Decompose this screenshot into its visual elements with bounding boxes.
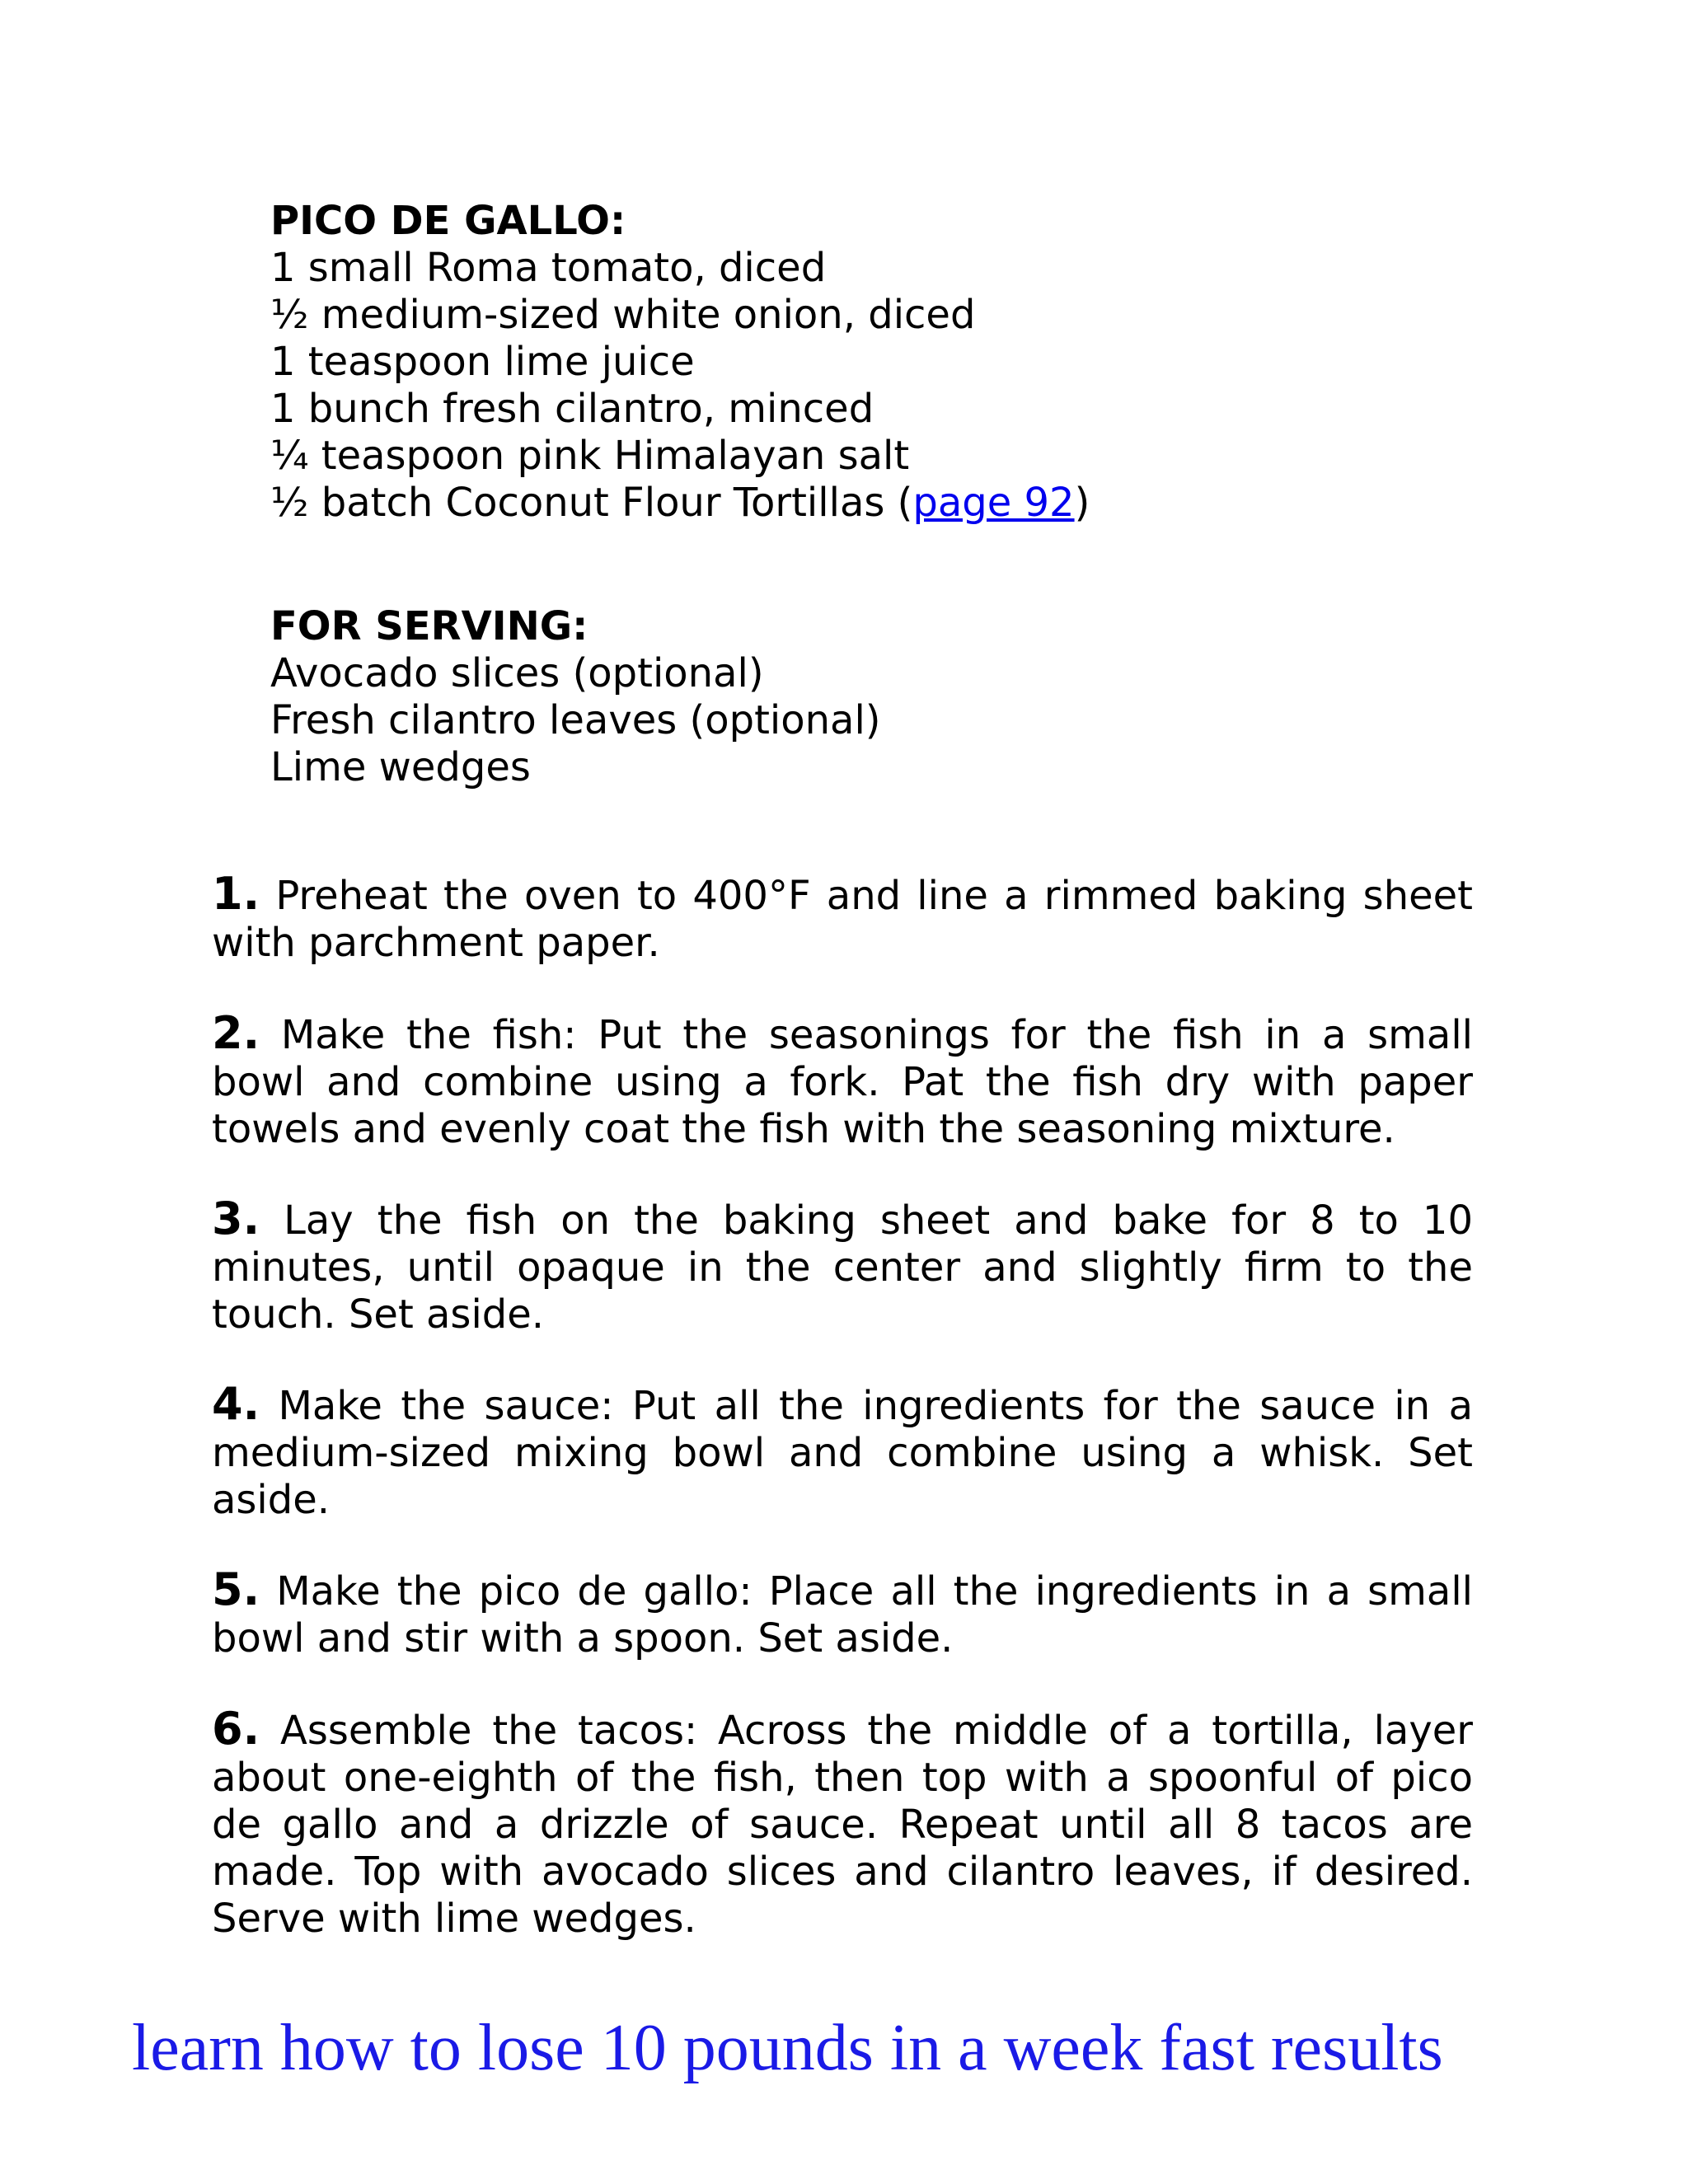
promo-footer-link[interactable]: learn how to lose 10 pounds in a week fast results	[132, 2012, 1443, 2084]
step-6	[212, 1705, 1473, 1943]
step-text: Assemble the tacos: Across the middle of a tortilla, layer about one-eighth of the fish, then top with a spoonful of pico de gallo and a drizzle of sauce. Repeat until all 8 tacos are made. Top with avocado slices and cilantro leaves, if desired. Serve with lime wedges.	[212, 1708, 1473, 1942]
step-text: Lay the fish on the baking sheet and bake for 8 to 10 minutes, until opaque in the center and slightly firm to the touch. Set aside.	[212, 1197, 1473, 1338]
step-number: 5.	[212, 1563, 260, 1615]
tortilla-line-suffix: )	[1074, 480, 1090, 526]
step-1	[212, 870, 1473, 967]
ingredient-line-tortillas	[270, 480, 1424, 527]
ingredient-line: 1 bunch fresh cilantro, minced	[270, 386, 874, 432]
pico-de-gallo-section	[270, 198, 1424, 527]
step-number: 6.	[212, 1703, 260, 1755]
ingredient-line: 1 small Roma tomato, diced	[270, 245, 827, 291]
ingredient-line: 1 teaspoon lime juice	[270, 339, 695, 385]
step-number: 3.	[212, 1193, 260, 1244]
serving-item: Fresh cilantro leaves (optional)	[270, 697, 881, 743]
step-number: 1.	[212, 868, 260, 920]
step-3	[212, 1195, 1473, 1338]
for-serving-section	[270, 603, 1424, 791]
step-5	[212, 1563, 1473, 1662]
step-text: Make the pico de gallo: Place all the ingredients in a small bowl and stir with a spoon. Set aside.	[212, 1568, 1473, 1661]
step-4	[212, 1380, 1473, 1524]
step-2	[212, 1007, 1473, 1153]
tortilla-line-prefix: ½ batch Coconut Flour Tortillas (	[270, 480, 913, 526]
pico-de-gallo-heading: PICO DE GALLO:	[270, 198, 626, 244]
step-number: 4.	[212, 1378, 260, 1430]
ingredient-line: ¼ teaspoon pink Himalayan salt	[270, 433, 910, 479]
serving-item: Avocado slices (optional)	[270, 650, 764, 696]
step-text: Preheat the oven to 400°F and line a rimmed baking sheet with parchment paper.	[212, 873, 1473, 966]
ingredient-line: ½ medium-sized white onion, diced	[270, 292, 976, 338]
for-serving-heading: FOR SERVING:	[270, 603, 588, 649]
step-text: Make the sauce: Put all the ingredients for the sauce in a medium-sized mixing bowl and combine using a whisk. Set aside.	[212, 1383, 1473, 1523]
page-92-link[interactable]: page 92	[912, 480, 1075, 526]
step-number: 2.	[212, 1007, 260, 1059]
step-text: Make the fish: Put the seasonings for the fish in a small bowl and combine using a fork. Pat the fish dry with paper towels and evenly coat the fish with the seasoning mixture.	[212, 1012, 1473, 1152]
serving-item: Lime wedges	[270, 744, 531, 790]
